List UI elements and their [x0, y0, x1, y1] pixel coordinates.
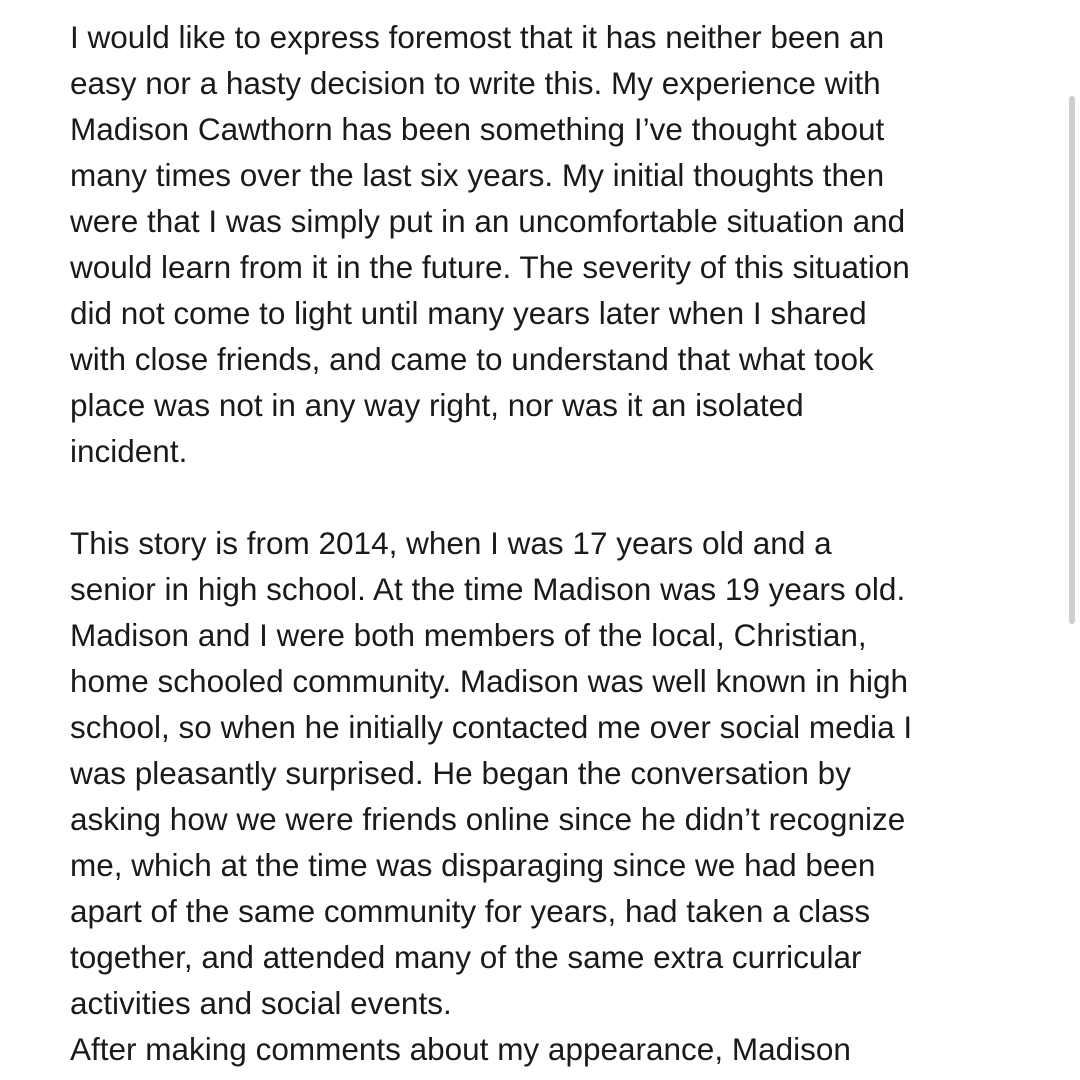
document-body: [70, 14, 1030, 1072]
paragraph-spacer: [70, 474, 1030, 520]
text-line: incident.: [70, 433, 188, 469]
text-line: place was not in any way right, nor was it an isolated: [70, 387, 804, 423]
text-line: was pleasantly surprised. He began the conversation by: [70, 755, 851, 791]
text-line: together, and attended many of the same extra curricular: [70, 939, 862, 975]
paragraph-2: [70, 520, 1030, 1026]
text-line: many times over the last six years. My initial thoughts then: [70, 157, 885, 193]
paragraph-3: [70, 1026, 1030, 1072]
text-line: school, so when he initially contacted me over social media I: [70, 709, 913, 745]
text-line: After making comments about my appearance, Madison: [70, 1031, 851, 1067]
text-line: easy nor a hasty decision to write this. My experience with: [70, 65, 881, 101]
text-line: asking how we were friends online since he didn’t recognize: [70, 801, 906, 837]
text-line: were that I was simply put in an uncomfortable situation and: [70, 203, 906, 239]
text-line: apart of the same community for years, had taken a class: [70, 893, 871, 929]
text-line: I would like to express foremost that it has neither been an: [70, 19, 885, 55]
text-line: with close friends, and came to understand that what took: [70, 341, 874, 377]
scrollbar-thumb[interactable]: [1069, 96, 1075, 624]
text-line: Madison and I were both members of the local, Christian,: [70, 617, 867, 653]
vertical-scrollbar[interactable]: [1064, 0, 1080, 1080]
text-line: did not come to light until many years later when I shared: [70, 295, 867, 331]
text-line: Madison Cawthorn has been something I’ve thought about: [70, 111, 885, 147]
text-line: would learn from it in the future. The severity of this situation: [70, 249, 910, 285]
text-line: home schooled community. Madison was well known in high: [70, 663, 909, 699]
paragraph-1: [70, 14, 1030, 474]
text-line: me, which at the time was disparaging since we had been: [70, 847, 876, 883]
text-line: senior in high school. At the time Madison was 19 years old.: [70, 571, 906, 607]
text-line: This story is from 2014, when I was 17 years old and a: [70, 525, 832, 561]
text-line: activities and social events.: [70, 985, 452, 1021]
